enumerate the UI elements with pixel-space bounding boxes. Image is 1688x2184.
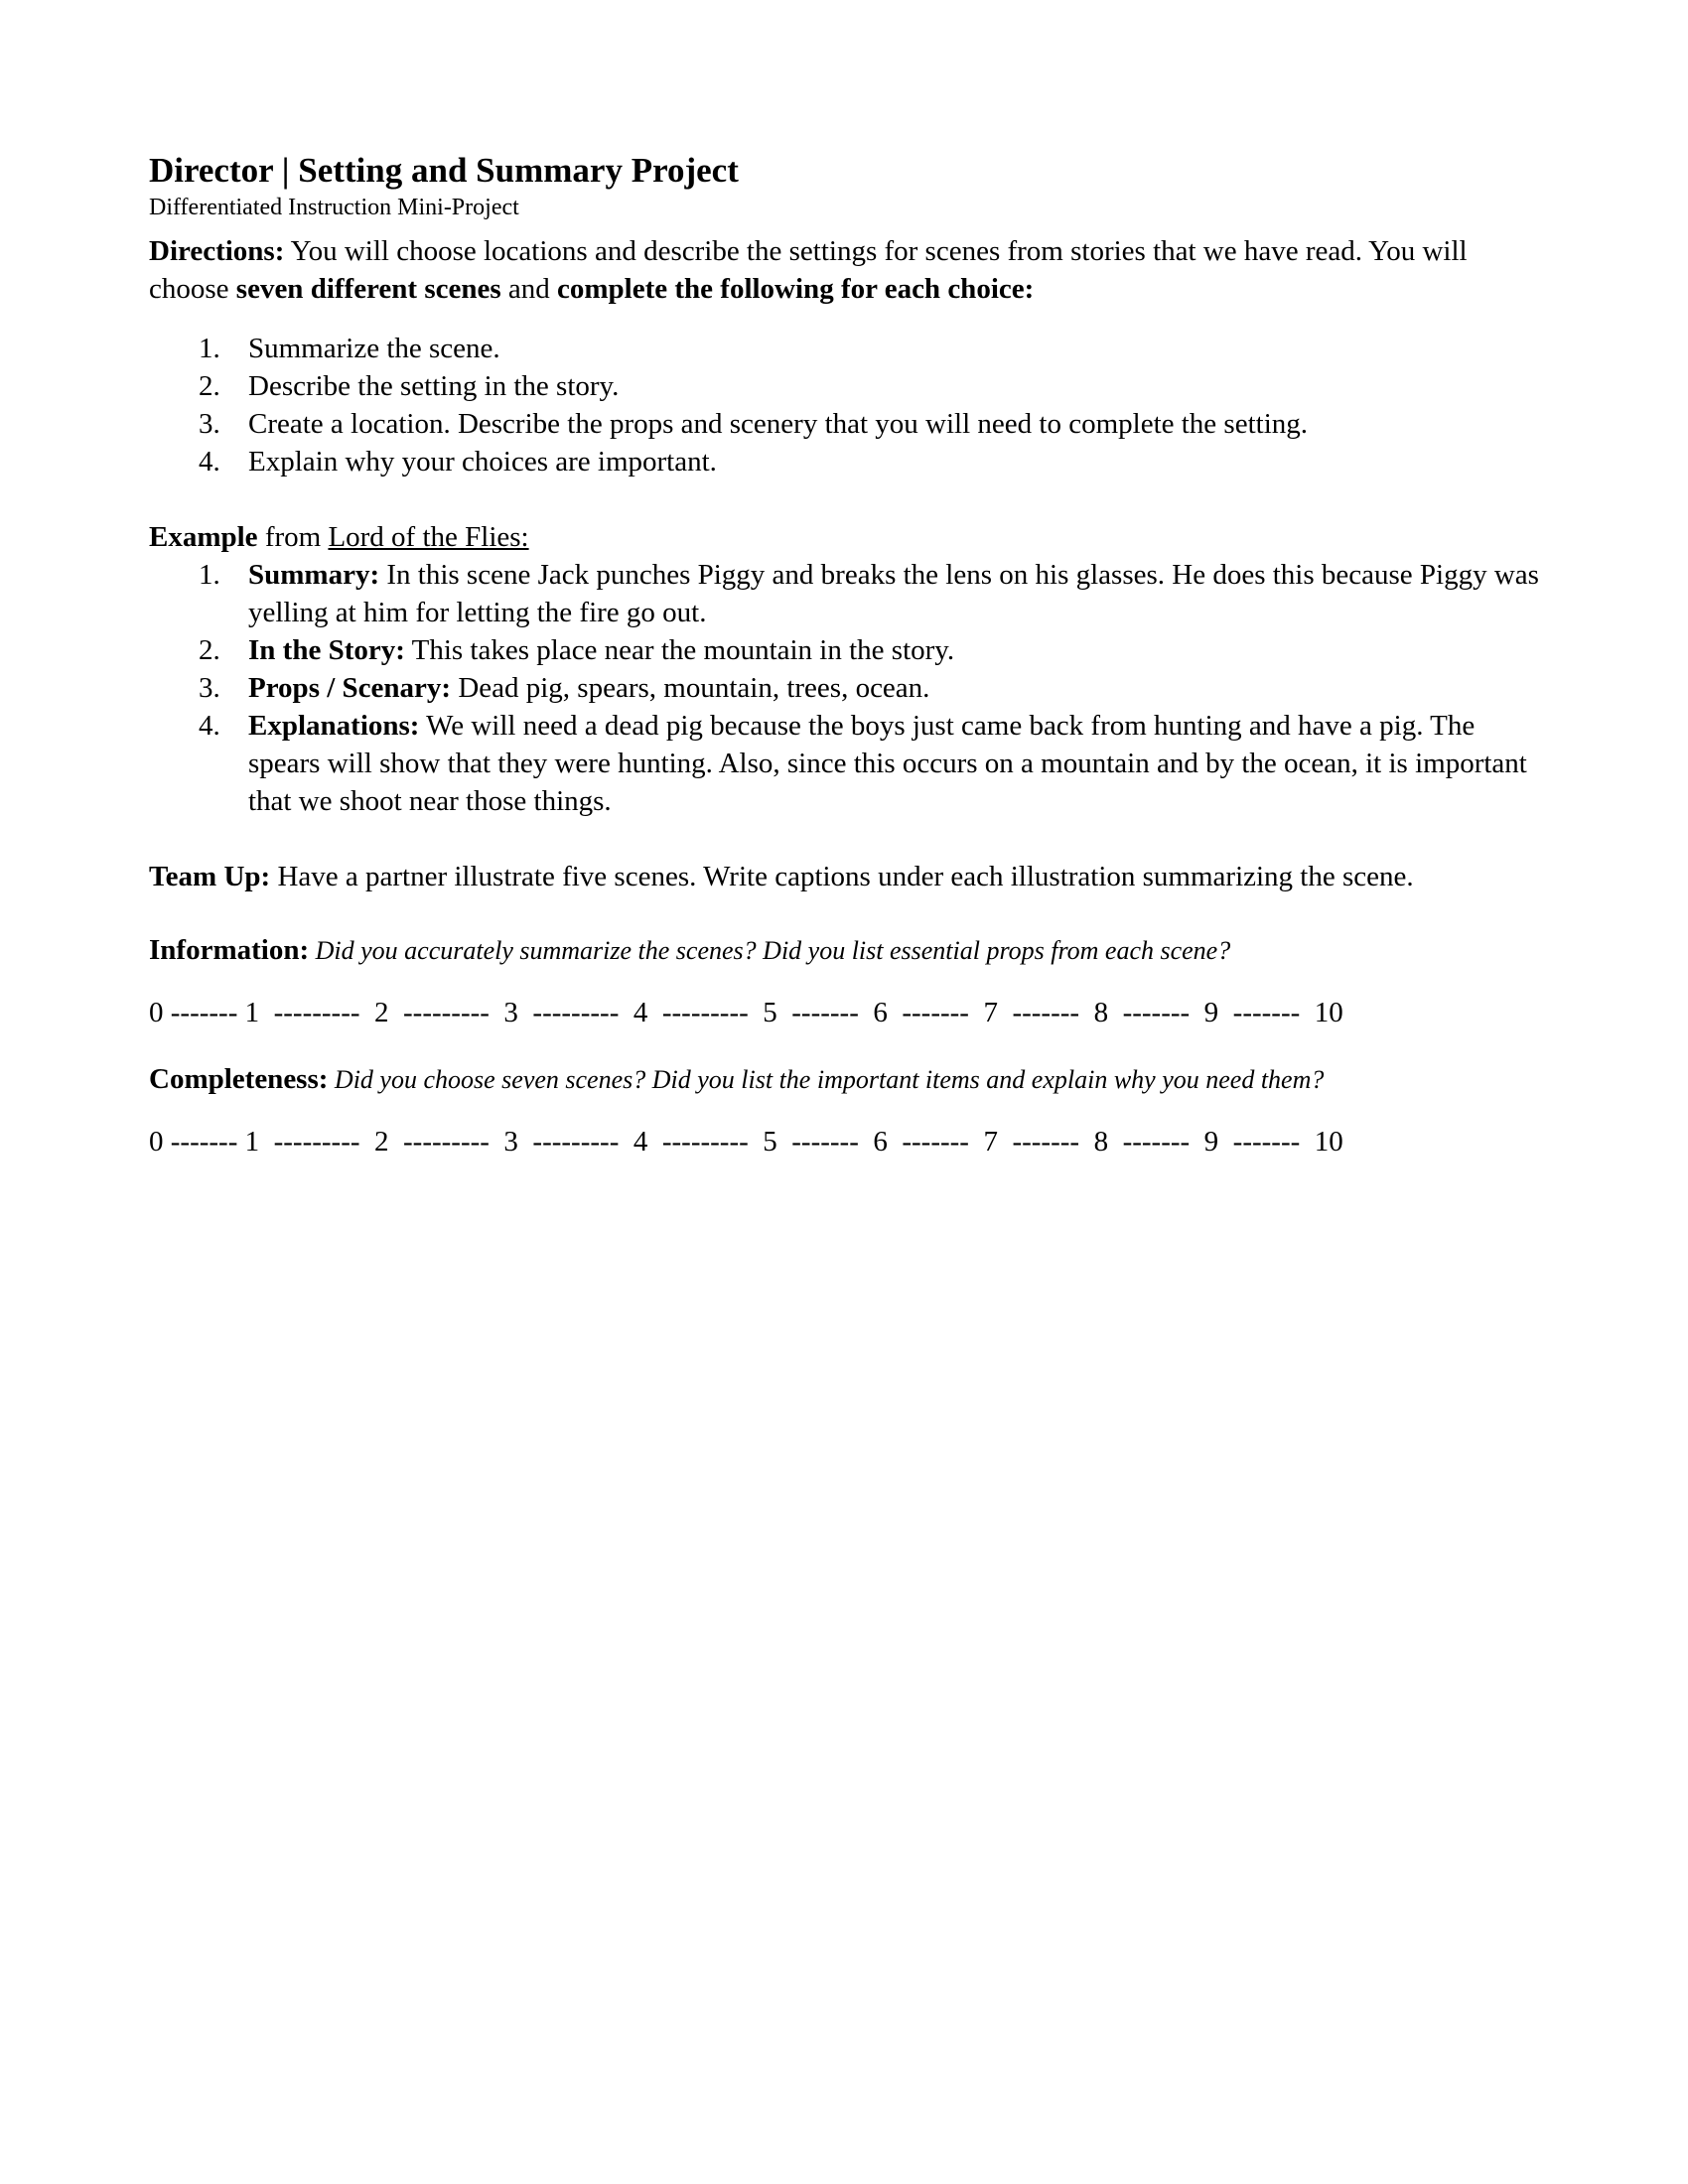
list-item-label: Props / Scenary: [248, 672, 452, 704]
list-item [149, 669, 1539, 707]
list-number: 1. [199, 333, 220, 364]
example-label: Example [149, 521, 258, 553]
list-number: 2. [199, 370, 220, 402]
list-number: 4. [199, 446, 220, 478]
list-item [149, 707, 1539, 820]
example-book-title: Lord of the Flies: [328, 521, 529, 553]
page-title: Director | Setting and Summary Project [149, 151, 739, 190]
team-up-label: Team Up: [149, 861, 271, 892]
list-item-text: Explain why your choices are important. [248, 446, 717, 478]
example-from: from [257, 521, 329, 553]
list-item-text: We will need a dead pig because the boys just came back from hunting and have a pig. The spears will show that they were hunting. Also, since this occurs on a mountain and by the ocean, it is important that we shoot near those things. [248, 710, 1527, 817]
list-item-label: Explanations: [248, 710, 420, 742]
directions-paragraph [149, 232, 1539, 308]
example-heading [149, 518, 1539, 556]
list-item-text: In this scene Jack punches Piggy and breaks the lens on his glasses. He does this because Piggy was yelling at him for letting the fire go out. [248, 559, 1539, 628]
directions-text-1: You will choose locations and describe the settings for scenes from stories that we have read. You will choose [149, 235, 1468, 305]
list-item-label: In the Story: [248, 634, 405, 666]
list-item [149, 405, 1539, 443]
list-item [149, 556, 1539, 631]
list-item [149, 443, 1539, 480]
team-up-paragraph [149, 858, 1539, 895]
list-item-label: Summary: [248, 559, 380, 591]
list-item-text: This takes place near the mountain in the story. [404, 634, 955, 666]
directions-text-2: and [500, 273, 558, 305]
directions-bold-2: complete the following for each choice: [557, 273, 1035, 305]
rubric-information-heading [149, 931, 1539, 970]
list-item [149, 631, 1539, 669]
list-number: 2. [199, 634, 220, 666]
list-item [149, 330, 1539, 367]
list-number: 3. [199, 408, 220, 440]
worksheet-page [149, 149, 1539, 1189]
rubric-information-label: Information: [149, 934, 310, 966]
team-up-text: Have a partner illustrate five scenes. Write captions under each illustration summarizing the scene. [270, 861, 1414, 892]
page-subtitle: Differentiated Instruction Mini-Project [149, 195, 519, 220]
list-number: 1. [199, 559, 220, 591]
rubric-information-question: Did you accurately summarize the scenes? Did you list essential props from each scene? [309, 936, 1231, 965]
list-item-text: Summarize the scene. [248, 333, 500, 364]
rubric-completeness-heading [149, 1060, 1539, 1099]
example-list [149, 556, 1539, 820]
directions-steps-list [149, 330, 1539, 480]
rubric-completeness-label: Completeness: [149, 1063, 329, 1095]
rubric-information-scale: 0 ------- 1 --------- 2 --------- 3 --------- 4 --------- 5 ------- 6 ------- 7 ------- 8 ------- 9 ------- 10 [149, 997, 1343, 1028]
list-item-text: Describe the setting in the story. [248, 370, 620, 402]
list-item-text: Dead pig, spears, mountain, trees, ocean. [451, 672, 930, 704]
list-number: 4. [199, 710, 220, 742]
list-number: 3. [199, 672, 220, 704]
list-item-text: Create a location. Describe the props and scenery that you will need to complete the setting. [248, 408, 1309, 440]
directions-bold-1: seven different scenes [235, 273, 501, 305]
directions-label: Directions: [149, 235, 285, 267]
rubric-completeness-question: Did you choose seven scenes? Did you list the important items and explain why you need them? [328, 1065, 1325, 1094]
rubric-completeness-scale: 0 ------- 1 --------- 2 --------- 3 --------- 4 --------- 5 ------- 6 ------- 7 ------- 8 ------- 9 ------- 10 [149, 1126, 1343, 1158]
list-item [149, 367, 1539, 405]
